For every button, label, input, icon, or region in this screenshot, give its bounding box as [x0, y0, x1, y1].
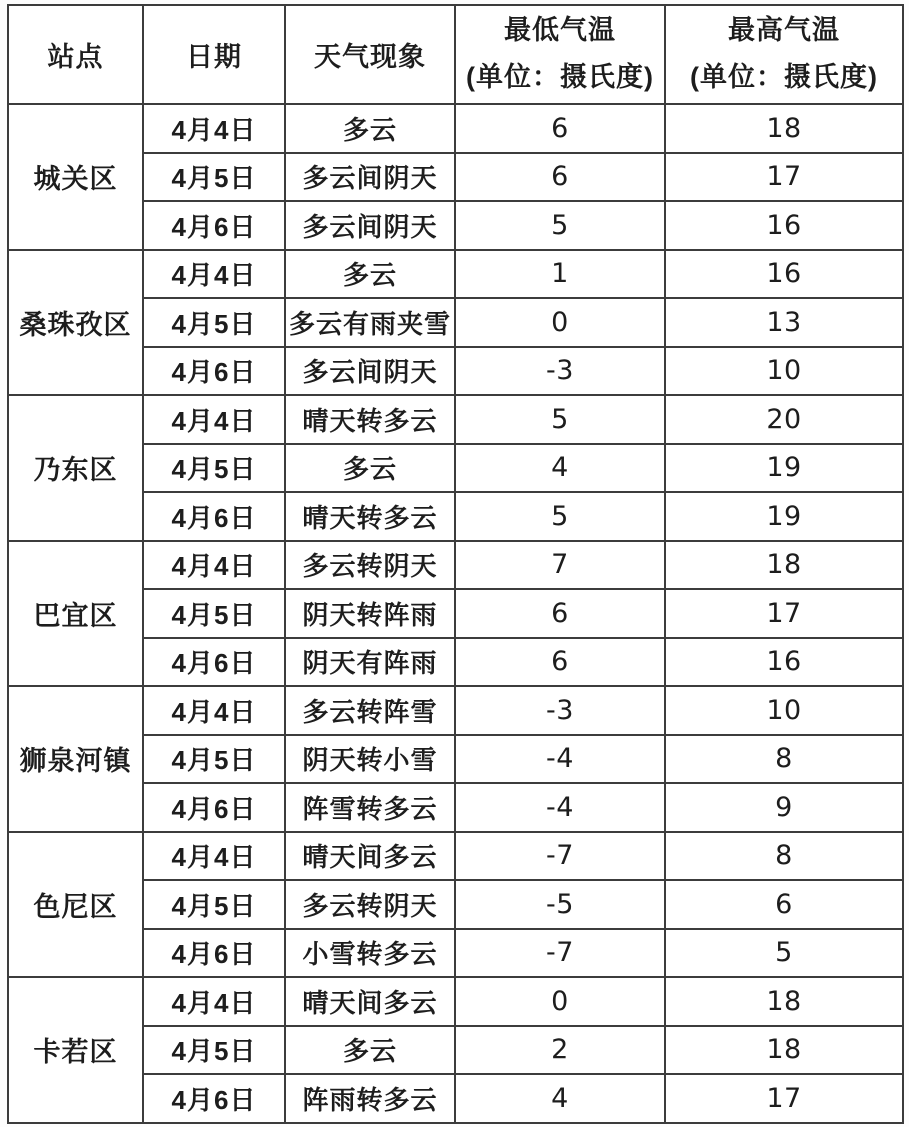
max-temp-cell: 6 [665, 880, 903, 929]
max-temp-cell: 17 [665, 1074, 903, 1123]
min-temp-cell: 6 [455, 104, 665, 153]
max-temp-cell: 20 [665, 395, 903, 444]
station-cell: 城关区 [8, 104, 143, 250]
weather-cell: 多云转阴天 [285, 541, 455, 590]
date-cell: 4月5日 [143, 735, 285, 784]
max-temp-cell: 17 [665, 153, 903, 202]
max-temp-cell: 18 [665, 104, 903, 153]
table-row [8, 783, 903, 832]
table-row [8, 298, 903, 347]
table-row [8, 395, 903, 444]
date-cell: 4月5日 [143, 880, 285, 929]
weather-cell: 晴天间多云 [285, 977, 455, 1026]
min-temp-cell: -3 [455, 347, 665, 396]
min-temp-cell: 1 [455, 250, 665, 299]
table-row [8, 977, 903, 1026]
header-min-temp-unit: (单位：摄氏度) [466, 62, 654, 92]
table-row [8, 250, 903, 299]
table-row [8, 880, 903, 929]
max-temp-cell: 19 [665, 444, 903, 493]
min-temp-cell: -5 [455, 880, 665, 929]
table-row [8, 1074, 903, 1123]
max-temp-cell: 8 [665, 735, 903, 784]
station-cell: 桑珠孜区 [8, 250, 143, 396]
weather-cell: 小雪转多云 [285, 929, 455, 978]
min-temp-cell: 2 [455, 1026, 665, 1075]
table-row [8, 541, 903, 590]
max-temp-cell: 19 [665, 492, 903, 541]
weather-cell: 阴天转阵雨 [285, 589, 455, 638]
max-temp-cell: 5 [665, 929, 903, 978]
max-temp-cell: 16 [665, 638, 903, 687]
min-temp-cell: 7 [455, 541, 665, 590]
date-cell: 4月6日 [143, 201, 285, 250]
table-row [8, 153, 903, 202]
table-row [8, 589, 903, 638]
weather-cell: 多云有雨夹雪 [285, 298, 455, 347]
date-cell: 4月6日 [143, 492, 285, 541]
header-min-temp [455, 5, 665, 104]
weather-cell: 阴天有阵雨 [285, 638, 455, 687]
date-cell: 4月6日 [143, 638, 285, 687]
table-row [8, 492, 903, 541]
min-temp-cell: 5 [455, 395, 665, 444]
weather-cell: 多云 [285, 444, 455, 493]
weather-forecast-table [7, 4, 904, 1124]
max-temp-cell: 18 [665, 977, 903, 1026]
weather-cell: 晴天转多云 [285, 395, 455, 444]
date-cell: 4月5日 [143, 153, 285, 202]
weather-cell: 晴天转多云 [285, 492, 455, 541]
header-max-temp-unit: (单位：摄氏度) [690, 62, 878, 92]
date-cell: 4月5日 [143, 1026, 285, 1075]
table-row [8, 638, 903, 687]
header-weather: 天气现象 [285, 5, 455, 104]
header-station: 站点 [8, 5, 143, 104]
station-cell: 巴宜区 [8, 541, 143, 687]
min-temp-cell: 5 [455, 492, 665, 541]
table-row [8, 929, 903, 978]
table-row [8, 686, 903, 735]
max-temp-cell: 13 [665, 298, 903, 347]
date-cell: 4月4日 [143, 250, 285, 299]
table-row [8, 444, 903, 493]
weather-cell: 多云间阴天 [285, 201, 455, 250]
table-row [8, 347, 903, 396]
max-temp-cell: 16 [665, 201, 903, 250]
header-max-temp [665, 5, 903, 104]
date-cell: 4月4日 [143, 104, 285, 153]
date-cell: 4月5日 [143, 589, 285, 638]
min-temp-cell: -7 [455, 929, 665, 978]
header-row [8, 5, 903, 104]
date-cell: 4月6日 [143, 347, 285, 396]
min-temp-cell: -3 [455, 686, 665, 735]
header-max-temp-title: 最高气温 [728, 15, 840, 46]
date-cell: 4月6日 [143, 929, 285, 978]
date-cell: 4月4日 [143, 686, 285, 735]
max-temp-cell: 17 [665, 589, 903, 638]
min-temp-cell: 0 [455, 977, 665, 1026]
weather-cell: 晴天间多云 [285, 832, 455, 881]
max-temp-cell: 9 [665, 783, 903, 832]
weather-cell: 多云 [285, 104, 455, 153]
header-min-temp-title: 最低气温 [504, 15, 616, 46]
weather-cell: 阵雪转多云 [285, 783, 455, 832]
table-row [8, 735, 903, 784]
min-temp-cell: 4 [455, 1074, 665, 1123]
min-temp-cell: 5 [455, 201, 665, 250]
date-cell: 4月4日 [143, 395, 285, 444]
date-cell: 4月5日 [143, 444, 285, 493]
min-temp-cell: 6 [455, 589, 665, 638]
max-temp-cell: 10 [665, 347, 903, 396]
weather-cell: 多云转阵雪 [285, 686, 455, 735]
table-row [8, 832, 903, 881]
weather-cell: 阵雨转多云 [285, 1074, 455, 1123]
station-cell: 色尼区 [8, 832, 143, 978]
weather-cell: 多云转阴天 [285, 880, 455, 929]
table-row [8, 201, 903, 250]
station-cell: 狮泉河镇 [8, 686, 143, 832]
max-temp-cell: 16 [665, 250, 903, 299]
date-cell: 4月6日 [143, 1074, 285, 1123]
weather-cell: 多云 [285, 250, 455, 299]
station-cell: 乃东区 [8, 395, 143, 541]
date-cell: 4月4日 [143, 832, 285, 881]
weather-cell: 多云间阴天 [285, 153, 455, 202]
min-temp-cell: 4 [455, 444, 665, 493]
station-cell: 卡若区 [8, 977, 143, 1123]
weather-cell: 多云 [285, 1026, 455, 1075]
max-temp-cell: 10 [665, 686, 903, 735]
weather-cell: 阴天转小雪 [285, 735, 455, 784]
date-cell: 4月5日 [143, 298, 285, 347]
max-temp-cell: 18 [665, 541, 903, 590]
min-temp-cell: 0 [455, 298, 665, 347]
header-date: 日期 [143, 5, 285, 104]
min-temp-cell: -4 [455, 735, 665, 784]
date-cell: 4月4日 [143, 977, 285, 1026]
min-temp-cell: 6 [455, 638, 665, 687]
weather-cell: 多云间阴天 [285, 347, 455, 396]
table-row [8, 1026, 903, 1075]
min-temp-cell: 6 [455, 153, 665, 202]
min-temp-cell: -7 [455, 832, 665, 881]
min-temp-cell: -4 [455, 783, 665, 832]
date-cell: 4月4日 [143, 541, 285, 590]
table-row [8, 104, 903, 153]
max-temp-cell: 18 [665, 1026, 903, 1075]
table-body [8, 104, 903, 1123]
max-temp-cell: 8 [665, 832, 903, 881]
date-cell: 4月6日 [143, 783, 285, 832]
